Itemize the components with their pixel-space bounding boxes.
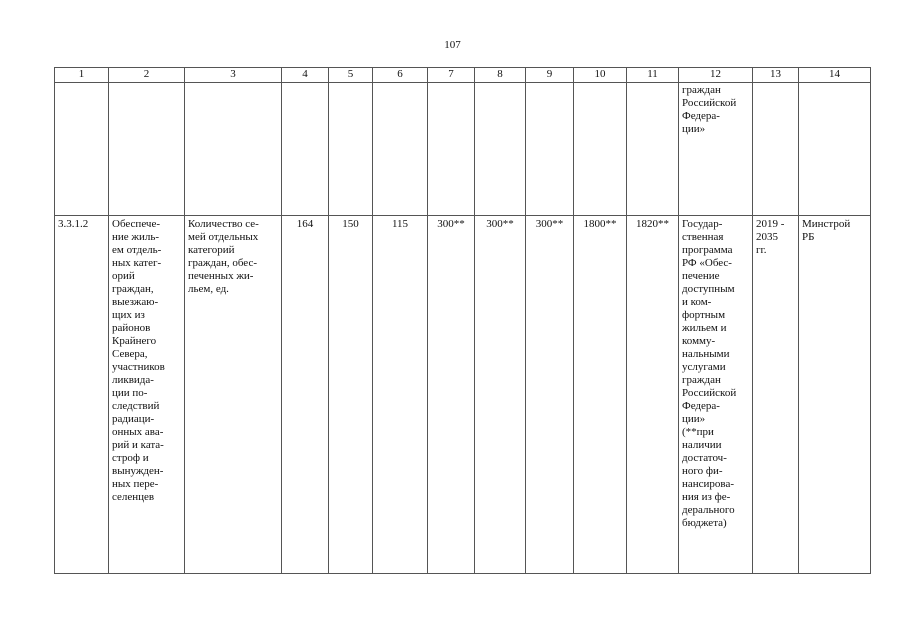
column-header: 5 — [329, 68, 373, 83]
column-header: 6 — [373, 68, 428, 83]
table-cell — [185, 83, 282, 216]
value-cell-col6: 115 — [373, 216, 428, 574]
column-header: 13 — [753, 68, 799, 83]
column-header: 9 — [526, 68, 574, 83]
table-cell — [799, 83, 871, 216]
program-continuation-cell: граждан Российской Федера- ции» — [679, 83, 753, 216]
table-cell — [282, 83, 329, 216]
table-cell — [329, 83, 373, 216]
column-header: 7 — [428, 68, 475, 83]
page-number: 107 — [444, 39, 461, 51]
value-cell-col8: 300** — [475, 216, 526, 574]
continuation-row — [55, 83, 871, 216]
value-cell-col11: 1820** — [627, 216, 679, 574]
table-cell — [109, 83, 185, 216]
table-cell — [475, 83, 526, 216]
table-cell — [55, 83, 109, 216]
header-row — [55, 68, 871, 83]
value-cell-col10: 1800** — [574, 216, 627, 574]
table-cell — [627, 83, 679, 216]
table-cell — [753, 83, 799, 216]
table-cell — [574, 83, 627, 216]
table-cell — [373, 83, 428, 216]
period-cell: 2019 - 2035 гг. — [753, 216, 799, 574]
program-cell: Государ- ственная программа РФ «Обес- печение доступным и ком- фортным жильем и комму- нальными услугами граждан Российской Федера- ции» (**при наличии достаточ- ного фи- нансирова- ния из фе- дерального бюджета) — [679, 216, 753, 574]
column-header: 10 — [574, 68, 627, 83]
table-cell — [428, 83, 475, 216]
event-cell: Обеспече- ние жиль- ем отдель- ных катег- орий граждан, выезжаю- щих из районов Крайнего Севера, участников ликвида- ции по- следствий радиаци- онных ава- рий и катa- строф и вынужден- ных пере- селенцев — [109, 216, 185, 574]
value-cell-col7: 300** — [428, 216, 475, 574]
value-cell-col9: 300** — [526, 216, 574, 574]
column-header: 8 — [475, 68, 526, 83]
indicator-cell: Количество се- мей отдельных категорий граждан, обес- печенных жи- льем, ед. — [185, 216, 282, 574]
executor-cell: Минстрой РБ — [799, 216, 871, 574]
table-row — [55, 216, 871, 574]
column-header: 12 — [679, 68, 753, 83]
table-cell — [526, 83, 574, 216]
column-header: 1 — [55, 68, 109, 83]
column-header: 2 — [109, 68, 185, 83]
column-header: 11 — [627, 68, 679, 83]
column-header: 4 — [282, 68, 329, 83]
code-cell: 3.3.1.2 — [55, 216, 109, 574]
column-header: 3 — [185, 68, 282, 83]
column-header: 14 — [799, 68, 871, 83]
value-cell-col5: 150 — [329, 216, 373, 574]
value-cell-col4: 164 — [282, 216, 329, 574]
data-table — [54, 67, 871, 574]
